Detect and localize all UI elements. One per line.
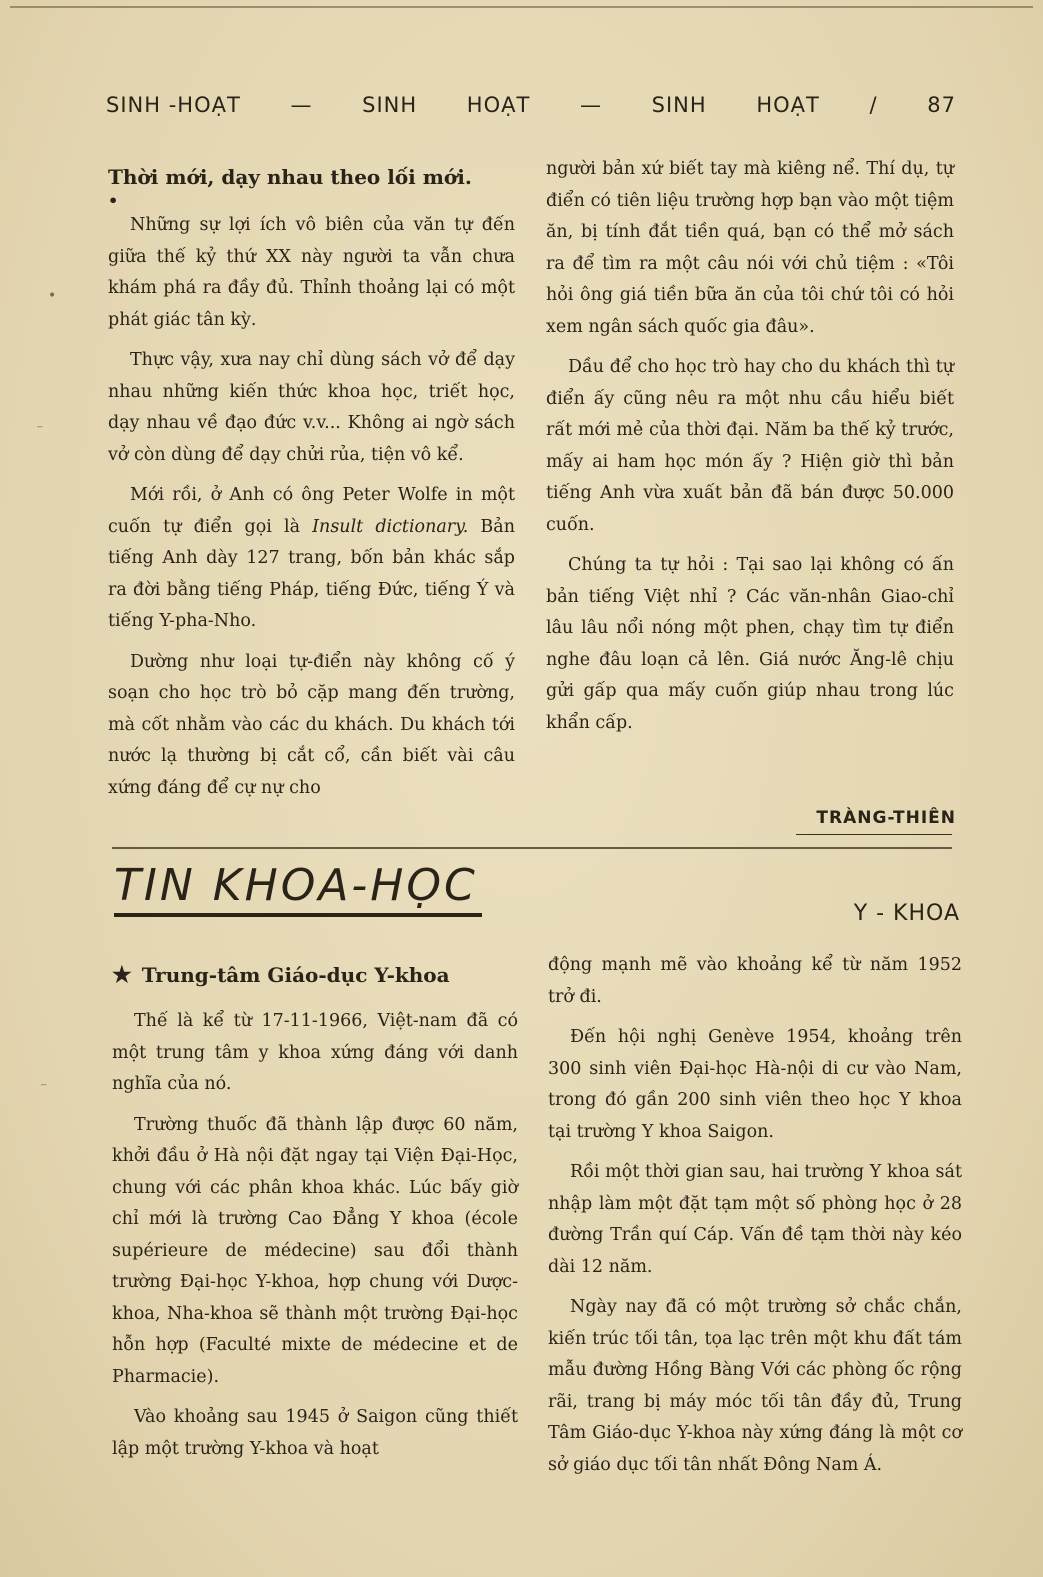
article2-right-column [548,950,962,1490]
signature-underline [796,834,952,835]
paragraph: Rồi một thời gian sau, hai trường Y khoa sát nhập làm một đặt tạm một số phòng học ở 28 đường Trần quí Cáp. Vấn đề tạm thời này kéo dài 12 năm. [548,1162,962,1277]
article2-left-column [112,960,518,1474]
margin-dot-mark: • [48,288,57,304]
article2-title: Trung-tâm Giáo-dục Y-khoa [141,963,450,987]
paragraph-text: Mới rồi, ở Anh có ông Peter Wolfe in một cuốn tự điển gọi là [108,485,515,537]
paragraph: Đến hội nghị Genève 1954, khoảng trên 300 sinh viên Đại-học Hà-nội di cư vào Nam, trong đó gần 200 sinh viên theo học Y khoa tại trường Y khoa Saigon. [548,1027,962,1142]
section-divider [112,847,952,849]
book-title: Insult dictionary. [312,516,469,537]
subsection-label: Y - KHOA [853,901,960,926]
bullet-dot-icon: • [108,191,119,210]
paragraph [108,480,515,638]
paragraph: Thực vậy, xưa nay chỉ dùng sách vở để dạy nhau những kiến thức khoa học, triết học, dạy nhau về đạo đức v.v... Không ai ngờ sách vở còn dùng để dạy chửi rủa, tiện vô kể. [108,350,515,465]
article1-right-column [546,154,954,748]
paragraph: người bản xứ biết tay mà kiêng nể. Thí dụ, tự điển có tiên liệu trường hợp bạn vào một tiệm ăn, bị tính đắt tiền quá, bạn có thể mở sách ra để tìm ra một câu nói với chủ tiệm : «Tôi hỏi ông giá tiền bữa ăn của tôi chứ tôi có hỏi xem ngân sách quốc gia đâu». [546,159,954,337]
paragraph: Vào khoảng sau 1945 ở Saigon cũng thiết lập một trường Y-khoa và hoạt [112,1407,518,1459]
paragraph: Thế là kể từ 17-11-1966, Việt-nam đã có một trung tâm y khoa xứng đáng với danh nghĩa của nó. [112,1011,518,1094]
page-number: 87 [927,93,956,117]
running-header [106,88,956,122]
author-signature: TRÀNG-THIÊN [816,808,956,828]
header-dash: — [290,93,313,117]
paragraph: Chúng ta tự hỏi : Tại sao lại không có ấn bản tiếng Việt nhỉ ? Các văn-nhân Giao-chỉ lâu lâu nổi nóng một phen, chạy tìm tự điển nghe đâu loạn cả lên. Giá nước Ăng-lê chịu gửi gấp qua mấy cuốn giúp nhau trong lúc khẩn cấp. [546,555,954,733]
header-slash: / [869,93,878,117]
top-edge-rule [10,6,1033,8]
margin-mark: ⁻ [40,1080,48,1096]
star-icon: ★ [112,962,132,988]
article1-title: Thời mới, dạy nhau theo lối mới. [108,165,472,189]
header-word: SINH [362,93,418,117]
margin-mark: ⁻ [36,422,44,438]
paragraph: động mạnh mẽ vào khoảng kể từ năm 1952 trở đi. [548,955,962,1007]
header-word: SINH [651,93,707,117]
paragraph: Dầu để cho học trò hay cho du khách thì tự điển ấy cũng nêu ra một nhu cầu hiểu biết rất mới mẻ của thời đại. Năm ba thế kỷ trước, mấy ai ham học món ấy ? Hiện giờ thì bản tiếng Anh vừa xuất bản đã bán được 50.000 cuốn. [546,357,954,535]
section-title-underline [114,913,482,917]
article2-heading [112,960,518,990]
article1-left-column [108,162,515,813]
section-title: TIN KHOA-HỌC [114,860,478,911]
paragraph: Trường thuốc đã thành lập được 60 năm, khởi đầu ở Hà nội đặt ngay tại Viện Đại-Học, chung với các phân khoa khác. Lúc bấy giờ chỉ mới là trường Cao Đẳng Y khoa (école supérieure de médecine) sau đổi thành trường Đại-học Y-khoa, hợp chung với Dược-khoa, Nha-khoa sẽ thành một trường Đại-học hỗn hợp (Faculté mixte de médecine et de Pharmacie). [112,1114,518,1387]
paragraph: Dường như loại tự-điển này không cố ý soạn cho học trò bỏ cặp mang đến trường, mà cốt nhằm vào các du khách. Du khách tới nước lạ thường bị cắt cổ, cần biết vài câu xứng đáng để cự nự cho [108,651,515,798]
header-word: HOẠT [466,93,531,117]
header-dash: — [579,93,602,117]
paragraph: Ngày nay đã có một trường sở chắc chắn, kiến trúc tối tân, tọa lạc trên một khu đất tám mẫu đường Hồng Bàng Với các phòng ốc rộng rãi, trang bị máy móc tối tân đầy đủ, Trung Tâm Giáo-dục Y-khoa này xứng đáng là một cơ sở giáo dục tối tân nhất Đông Nam Á. [548,1297,962,1475]
header-word: HOẠT [756,93,820,117]
header-word: SINH -HOẠT [106,93,241,117]
paragraph-text: Bản tiếng Anh dày 127 trang, bốn bản khác sắp ra đời bằng tiếng Pháp, tiếng Đức, tiếng Ý và tiếng Y-pha-Nho. [108,516,515,631]
paragraph: Những sự lợi ích vô biên của văn tự đến giữa thế kỷ thứ XX này người ta vẫn chưa khám phá ra đầy đủ. Thỉnh thoảng lại có một phát giác tân kỳ. [108,215,515,330]
